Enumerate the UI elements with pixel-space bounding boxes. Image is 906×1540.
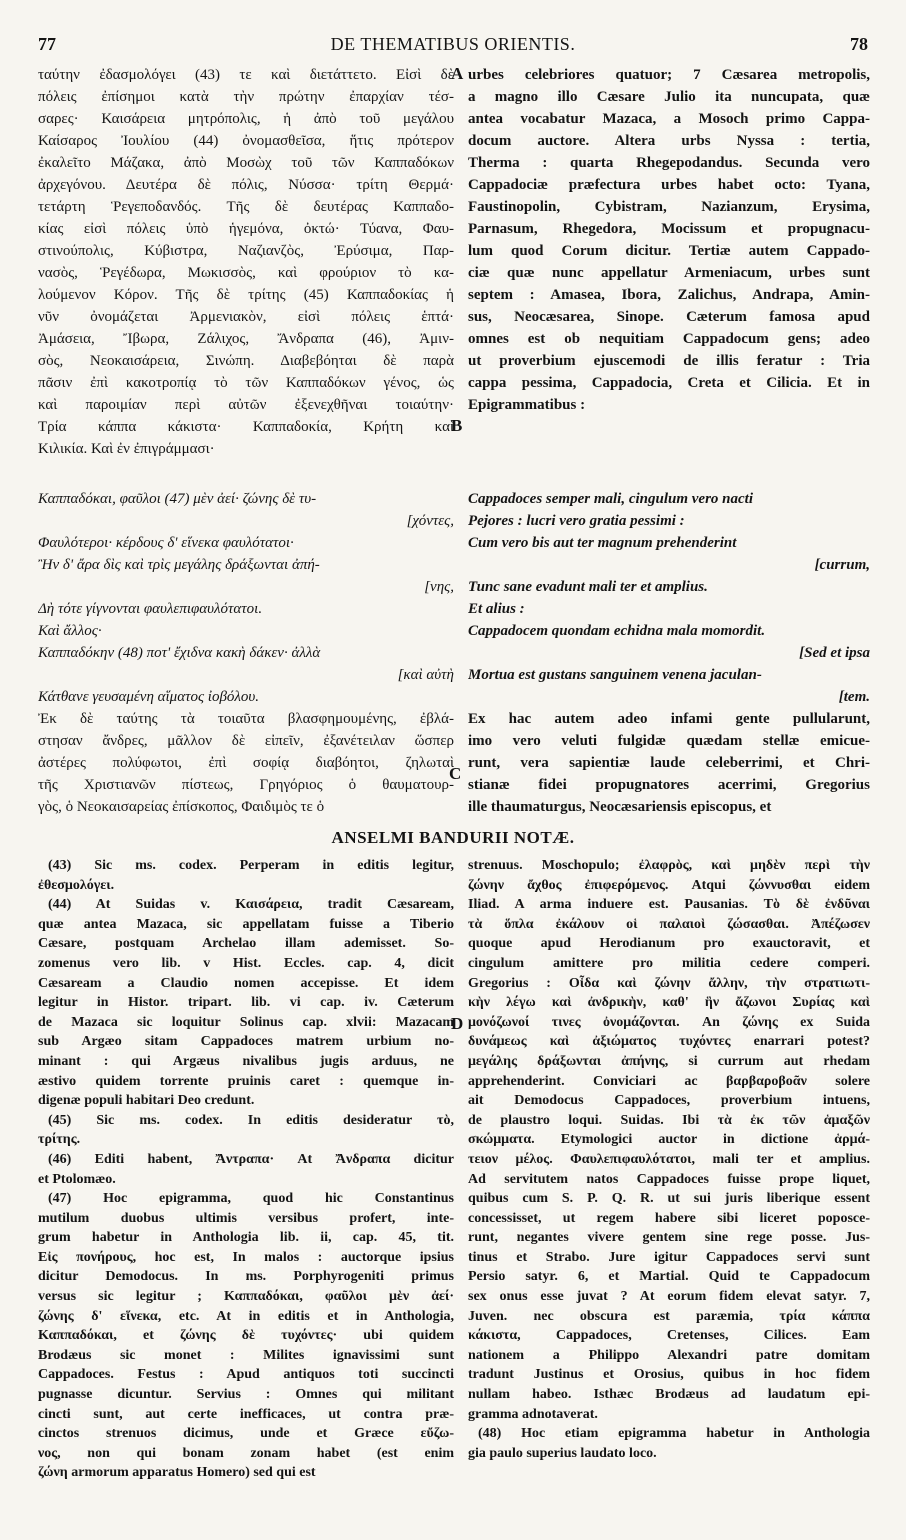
text-line: docum auctore. Altera urbs Nyssa : tertia, (468, 133, 870, 149)
text-line: Εἰς πονήρους, hoc est, In malos : auctorque ipsius (38, 1249, 454, 1265)
text-line: πόλεις ἐπίσημοι κατὰ τὴν πρώτην ἐπαρχίαν τέσ- (38, 89, 454, 105)
text-line: legitur in Histor. tripart. lib. vi cap. iv. Cæterum (38, 995, 454, 1011)
text-line: τειον μέλος. Φαυλεπιφαυλότατοι, mali ter et amplius. (468, 1151, 870, 1167)
text-line: πᾶσιν ἐπὶ κακοτροπίᾳ τὸ τῶν Καππαδόκων γένος, ὡς (38, 375, 454, 391)
page-number-left: 77 (38, 34, 56, 54)
greek-text-top (38, 64, 454, 460)
text-line: ait Demodocus Cappadoces, proverbium intuens, (468, 1093, 870, 1109)
text-line: Cappadoces semper mali, cingulum vero nacti (468, 491, 753, 507)
text-line: ἀστέρες πολύφωτοι, ἐπὶ σοφίᾳ διαβόητοι, ζηλωταὶ (38, 755, 454, 771)
text-line: νασὸς, Ῥεγέδωρα, Μωκισσὸς, καὶ φρούριον τὸ κα- (38, 265, 454, 281)
text-line: Ἢν δ' ἄρα δὶς καὶ τρὶς μεγάλης δράξωνται ἀπή- (38, 557, 320, 573)
greek-text-bottom (38, 708, 454, 818)
text-line: (45) Sic ms. codex. In editis desideratur τὸ, (48, 1112, 454, 1128)
page-number-right: 78 (850, 34, 868, 54)
text-line: apprehenderint. Conviciari ac βαρβαροβοᾶν solere (468, 1073, 870, 1089)
notes-left-column (38, 856, 454, 1483)
text-line: dicitur Demodocus. In ms. Porphyrogeniti primus (38, 1269, 454, 1285)
text-line: Cæsaream a Claudio nomen accepisse. Et idem (38, 975, 454, 991)
text-line: [καὶ αὐτὴ (397, 667, 454, 683)
text-line: ἀρχεγόνου. Δευτέρα δὲ πόλις, Νύσσα· τρίτη Θερμά· (38, 177, 454, 193)
text-line: imo vero veluti fulgidæ quædam stellæ emicue- (468, 733, 870, 749)
text-line: Tunc sane evadunt mali ter et amplius. (468, 579, 708, 595)
text-line: quæ antea Mazaca, sic appellatam fuisse a Tiberio (38, 916, 454, 932)
text-line: Καππαδόκαι, et ζώνης δὲ τυχόντες· ubi quidem (38, 1328, 454, 1344)
text-line: Καίσαρος Ἰουλίου (44) ὀνομασθεῖσα, ἥτις πρότερον (38, 133, 454, 149)
text-line: τῆς Χριστιανῶν πίστεως, Γρηγόριος ὁ θαυματουρ- (38, 777, 454, 793)
text-line: Juven. nec obscura est paræmia, τρία κάππα (468, 1308, 870, 1324)
text-line: cingulum amittere pro militia cedere comperi. (468, 955, 870, 971)
text-line: versus sic legitur ; Καππαδόκαι, φαῦλοι μὲν ἀεί· (38, 1289, 454, 1305)
text-line: pugnasse dicuntur. Servius : Omnes qui militant (38, 1387, 454, 1403)
text-line: Κάτθανε γευσαμένη αἵματος ἰοβόλου. (38, 689, 260, 705)
text-line: [tem. (838, 689, 870, 705)
latin-epigram (468, 488, 870, 708)
text-line: μονόζωνοί τινες ὀνομάζονται. An ζώνης ex Suida (468, 1014, 870, 1030)
text-line: νῦν ὀνομάζεται Ἀρμενιακὸν, εἰσὶ πόλεις ἑπτά· (38, 309, 454, 325)
text-line: sub Argæo sitam Cappadoces matrem urbium no- (38, 1034, 454, 1050)
text-line: zomenus vero lib. v Hist. Eccles. cap. 4, dicit (38, 955, 454, 971)
text-line: et Ptolomæo. (38, 1171, 116, 1187)
text-line: concessisset, ut regem habere sibi liceret poposce- (468, 1210, 870, 1226)
text-line: tinus et Strabo. Jure igitur Cappadoces servi sunt (468, 1249, 870, 1265)
text-line: Gregorius : Οἶδα καὶ ζώνην ἄλλην, τὴν στρατιωτι- (468, 975, 870, 991)
text-line: Cappadocem quondam echidna mala momordit. (468, 623, 766, 639)
text-line: Mortua est gustans sanguinem venena jaculan- (468, 667, 762, 683)
greek-epigram (38, 488, 454, 708)
text-line: Φαυλότεροι· κέρδους δ' εἵνεκα φαυλότατοι· (38, 535, 294, 551)
text-line: cincti sunt, aut certe inefficaces, ut contra præ- (38, 1406, 454, 1422)
text-line: Epigrammatibus : (468, 397, 586, 413)
text-line: gia paulo superius laudato loco. (468, 1445, 657, 1461)
text-line: Parnasum, Rhegedora, Mocissum et propugnacu- (468, 221, 870, 237)
text-line: quoque apud Herodianum pro exauctoravit, et (468, 936, 870, 952)
text-line: (46) Editi habent, Ἄντραπα· At Ἄνδραπα dicitur (48, 1151, 454, 1167)
text-line: cappa pessima, Cappadocia, Creta et Cilicia. Et in (468, 375, 870, 391)
text-line: Cappadociæ præfectura urbes habet octo: Tyana, (468, 177, 870, 193)
text-line: gramma adnotaverat. (468, 1406, 598, 1422)
text-line: καὶ παροιμίαν περὶ αὐτῶν ἐξενεχθῆναι τοιαύτην· (38, 397, 454, 413)
text-line: Δὴ τότε γίγνονται φαυλεπιφαυλότατοι. (38, 601, 263, 617)
text-line: mutilum duobus ultimis versibus profert, inte- (38, 1210, 454, 1226)
text-line: Καππαδόκην (48) ποτ' ἔχιδνα κακὴ δάκεν· ἀλλὰ (38, 645, 321, 661)
margin-marker-b: B (451, 416, 463, 435)
text-line: de plaustro loqui. Suidas. Ibi τὰ ἐκ τῶν ἁμαξῶν (468, 1112, 870, 1128)
text-line: τετάρτη Ῥεγεποδανδός. Τῆς δὲ δευτέρας Καππαδο- (38, 199, 454, 215)
margin-marker-d: D (451, 1014, 464, 1033)
text-line: (43) Sic ms. codex. Perperam in editis legitur, (48, 858, 454, 873)
text-line: runt, negantes vivere gentem sine rege posse. Jus- (468, 1230, 870, 1246)
text-line: κάκιστα, Cappadoces, Cretenses, Cilices. Eam (468, 1328, 870, 1344)
text-line: digenæ populi habitari Deo credunt. (38, 1093, 255, 1109)
text-line: δυνάμεως καὶ ἀξιώματος τυχόντες enarrari potest? (468, 1034, 870, 1050)
text-line: æstivo quidem torrente pruinis caret : quemque in- (38, 1073, 454, 1089)
text-line: grum habetur in Anthologia lib. ii, cap. 45, tit. (38, 1230, 454, 1246)
text-line: κὴν λέγω καὶ ἀνδρικὴν, καθ' ἣν ἄζωνοι Συρίας καὶ (468, 995, 870, 1011)
text-line: νος, non qui bonam zonam habet (est enim (38, 1445, 454, 1461)
text-line: omnes est ob nequitiam Cappadocum gens; adeo (468, 331, 870, 347)
latin-text-bottom (468, 708, 870, 818)
text-line: ταύτην ἐδασμολόγει (43) τε καὶ διετάττετο. Εἰσὶ δὲ (38, 67, 454, 83)
text-line: a magno illo Cæsare Julio ita nuncupata, quæ (468, 89, 870, 105)
notes-right-column (468, 856, 870, 1463)
text-line: Persio satyr. 6, et Martial. Quid te Cappadocum (468, 1269, 870, 1285)
text-line: septem : Amasea, Ibora, Zalichus, Andrapa, Amin- (468, 287, 870, 303)
text-line: sus, Neocæsarea, Sinope. Cæterum famosa apud (468, 309, 870, 325)
text-line: nullam habeo. Isthæc Brodæus ad laudatum epi- (468, 1387, 870, 1403)
text-line: tradunt Justinus et Orosius, quibus in hoc fidem (468, 1367, 870, 1383)
text-line: [νης, (424, 579, 454, 595)
page-header (38, 34, 868, 58)
text-line: Pejores : lucri vero gratia pessimi : (468, 513, 685, 529)
text-line: Cæsare, postquam Archelao illam ademisset. So- (38, 936, 454, 952)
text-line: urbes celebriores quatuor; 7 Cæsarea metropolis, (468, 67, 870, 83)
text-line: σὸς, Νεοκαισάρεια, Σινώπη. Διαβεβόηται δὲ παρὰ (38, 353, 454, 369)
running-title: DE THEMATIBUS ORIENTIS. (330, 34, 576, 54)
text-line: ille thaumaturgus, Neocæsariensis episcopus, et (468, 799, 772, 815)
text-line: antea vocabatur Mazaca, a Mosoch primo Cappa- (468, 111, 870, 127)
text-line: Faustinopolin, Cybistram, Nazianzum, Erysima, (468, 199, 870, 215)
text-line: ζώνη armorum apparatus Homero) sed qui est (38, 1465, 316, 1481)
text-line: Κιλικία. Καὶ ἐν ἐπιγράμμασι· (38, 441, 215, 457)
text-line: Ἀμάσεια, Ἴβωρα, Ζάλιχος, Ἄνδραπα (46), Ἀμιν- (38, 331, 454, 347)
text-line: στινούπολις, Κύβιστρα, Ναζιανζὸς, Ἐρύσιμα, Παρ- (38, 243, 454, 259)
text-line: Ex hac autem adeo infami gente pullularunt, (468, 711, 870, 727)
text-line: κίας εἰσὶ πόλεις ὑπὸ ἡγεμόνα, ὀκτώ· Τύανα, Φαυ- (38, 221, 454, 237)
text-line: Ad servitutem natos Cappadoces fuisse prope liquet, (468, 1171, 870, 1187)
text-line: γὸς, ὁ Νεοκαισαρείας ἐπίσκοπος, Φαιδιμὸς τε ὁ (38, 799, 325, 815)
text-line: ἐκαλεῖτο Μάζακα, ἀπὸ Μοσὼχ τοῦ τῶν Καππαδόκων (38, 155, 454, 171)
text-line: strenuus. Moschopulo; ἐλαφρὸς, καὶ μηδὲν περὶ τὴν (468, 858, 870, 873)
text-line: (48) Hoc etiam epigramma habetur in Anthologia (478, 1426, 870, 1442)
text-line: σκώμματα. Etymologici auctor in dictione ἁρμά- (468, 1132, 870, 1148)
text-line: Καππαδόκαι, φαῦλοι (47) μὲν ἀεί· ζώνης δὲ τυ- (38, 491, 317, 507)
text-line: [currum, (814, 557, 870, 573)
text-line: lum quod Corum dicitur. Tertiæ autem Cappado- (468, 243, 870, 259)
text-line: Brodæus sic monet : Milites ignavissimi sunt (38, 1347, 454, 1363)
text-line: Ἐκ δὲ ταύτης τὰ τοιαῦτα βλασφημουμένης, ἐβλά- (38, 711, 454, 727)
text-line: Τρία κάππα κάκιστα· Καππαδοκία, Κρήτη καὶ (38, 419, 454, 435)
text-line: Et alius : (468, 601, 525, 617)
text-line: ζώνην ἄχθος ἐπιφερόμενος. Atqui ζώννυσθαι eidem (468, 877, 870, 893)
text-line: Iliad. A arma induere est. Pausanias. Τὸ δὲ ἐνδῦναι (468, 897, 870, 913)
text-line: Cappadoces. Festus : Apud antiquos toti succincti (38, 1367, 454, 1383)
margin-marker-c: C (449, 764, 462, 783)
text-line: cinctos strenuos dicimus, unde et Græce εὔζω- (38, 1426, 454, 1442)
text-line: στησαν ἄνδρες, μᾶλλον δὲ εἰπεῖν, ἐξανέτειλαν ὥσπερ (38, 733, 454, 749)
text-line: ζώνης δ' εἵνεκα, etc. At in editis et in Anthologia, (38, 1308, 454, 1324)
text-line: Καὶ ἄλλος· (38, 623, 102, 639)
text-line: Cum vero bis aut ter magnum prehenderint (468, 535, 737, 551)
text-line: minant : qui Argæus nivalibus jugis arduus, ne (38, 1053, 454, 1069)
text-line: ἐθεσμολόγει. (38, 877, 115, 893)
margin-marker-a: A (451, 64, 464, 83)
text-line: de Mazaca sic loquitur Solinus cap. xlvii: Mazacam (38, 1014, 454, 1030)
text-line: τρίτης. (38, 1132, 81, 1148)
text-line: Therma : quarta Rhegepodandus. Secunda vero (468, 155, 870, 171)
text-line: τὰ ὅπλα ἐκάλουν οἱ παλαιοὶ ζώσασθαι. Ἀπέζωσεν (468, 916, 870, 932)
text-line: μεγάλης δράξωνται ἀπήνης, si currum aut rhedam (468, 1053, 870, 1069)
text-line: σαρες· Καισάρεια μητρόπολις, ἡ ἀπὸ τοῦ μεγάλου (38, 111, 454, 127)
text-line: [Sed et ipsa (799, 645, 870, 661)
notes-title: ANSELMI BANDURII NOTÆ. (331, 828, 575, 847)
text-line: λούμενον Κόρον. Τῆς δὲ τρίτης (45) Καππαδοκίας ἡ (38, 287, 454, 303)
text-line: [χόντες, (406, 513, 454, 529)
text-line: runt, vera sapientiæ laude celeberrimi, et Chri- (468, 755, 870, 771)
text-line: quibus cum S. P. Q. R. ut sui juris liberique essent (468, 1191, 870, 1207)
text-line: (44) At Suidas v. Καισάρεια, tradit Cæsaream, (48, 897, 454, 913)
text-line: ut proverbium ejuscemodi de illis feratur : Tria (468, 353, 870, 369)
text-line: (47) Hoc epigramma, quod hic Constantinus (48, 1191, 454, 1207)
text-line: sex onus esse juvat ? At eorum fidem elevat satyr. 7, (468, 1289, 870, 1305)
latin-text-top (468, 64, 870, 416)
text-line: stianæ fidei propugnatores acerrimi, Gregorius (468, 777, 870, 793)
text-line: nationem a Philippo Alexandri patre domitam (468, 1347, 870, 1363)
text-line: ciæ quæ nunc appellatur Armeniacum, urbes sunt (468, 265, 870, 281)
